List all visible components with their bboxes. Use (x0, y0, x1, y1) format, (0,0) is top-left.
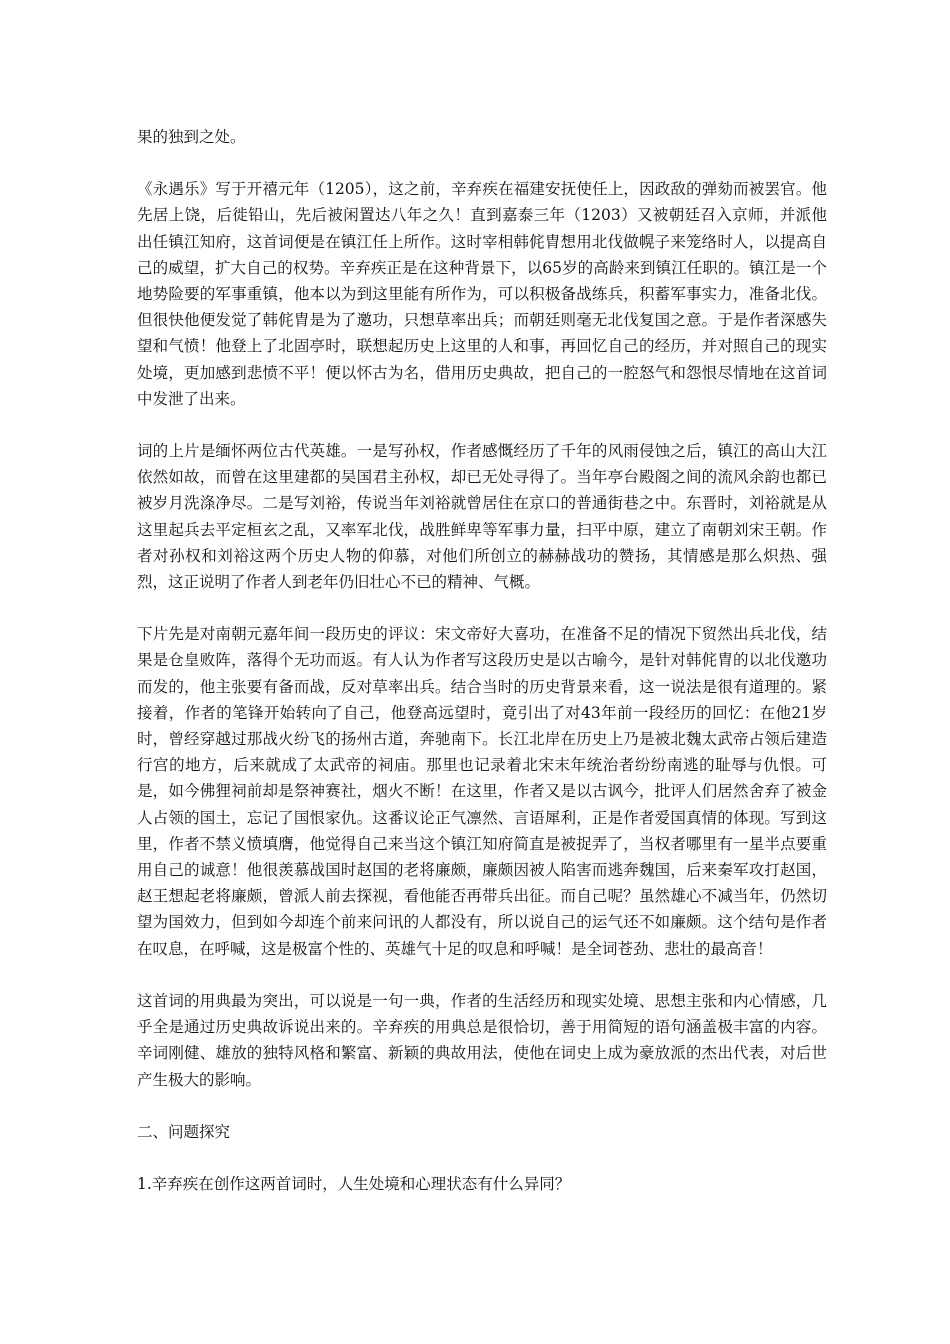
document-body (137, 124, 827, 1197)
section-heading: 二、问题探究 (137, 1122, 231, 1141)
paragraph-background: 《永遇乐》写于开禧元年（1205），这之前，辛弃疾在福建安抚使任上，因政敌的弹劾而被罢官。他先居上饶，后徙铅山，先后被闲置达八年之久！直到嘉泰三年（1203）又被朝廷召入京师，并派他出任镇江知府，这首词便是在镇江任上所作。这时宰相韩侂胄想用北伐做幌子来笼络时人，以提高自己的威望，扩大自己的权势。辛弃疾正是在这种背景下，以65岁的高龄来到镇江任职的。镇江是一个地势险要的军事重镇，他本以为到这里能有所作为，可以积极备战练兵，积蓄军事实力，准备北伐。但很快他便发觉了韩侂胄是为了邀功，只想草率出兵；而朝廷则毫无北伐复国之意。于是作者深感失望和气愤！他登上了北固亭时，联想起历史上这里的人和事，再回忆自己的经历，并对照自己的现实处境，更加感到悲愤不平！便以怀古为名，借用历史典故，把自己的一腔怒气和怨恨尽情地在这首词中发泄了出来。 (137, 180, 827, 408)
paragraph-first-stanza: 词的上片是缅怀两位古代英雄。一是写孙权，作者感慨经历了千年的风雨侵蚀之后，镇江的高山大江依然如故，而曾在这里建都的吴国君主孙权，却已无处寻得了。当年亭台殿阁之间的流风余韵也都已被岁月洗涤净尽。二是写刘裕，传说当年刘裕就曾居住在京口的普通街巷之中。东晋时，刘裕就是从这里起兵去平定桓玄之乱，又率军北伐，战胜鲜卑等军事力量，扫平中原，建立了南朝刘宋王朝。作者对孙权和刘裕这两个历史人物的仰慕，对他们所创立的赫赫战功的赞扬，其情感是那么炽热、强烈，这正说明了作者人到老年仍旧壮心不已的精神、气概。 (137, 442, 827, 592)
paragraph-continuation: 果的独到之处。 (137, 128, 246, 146)
paragraph-second-stanza: 下片先是对南朝元嘉年间一段历史的评议：宋文帝好大喜功，在准备不足的情况下贸然出兵北伐，结果是仓皇败阵，落得个无功而返。有人认为作者写这段历史是以古喻今，是针对韩侂胄的以北伐邀功而发的，他主张要有备而战，反对草率出兵。结合当时的历史背景来看，这一说法是很有道理的。紧接着，作者的笔锋开始转向了自己，他登高远望时，竟引出了对43年前一段经历的回忆：在他21岁时，曾经穿越过那战火纷飞的扬州古道，奔驰南下。长江北岸在历史上乃是被北魏太武帝占领后建造行宫的地方，后来就成了太武帝的祠庙。那里也记录着北宋末年统治者纷纷南逃的耻辱与仇恨。可是，如今佛狸祠前却是祭神赛社，烟火不断！在这里，作者又是以古讽今，批评人们居然舍弃了被金人占领的国土，忘记了国恨家仇。这番议论正气凛然、言语犀利，正是作者爱国真情的体现。写到这里，作者不禁义愤填膺，他觉得自己来当这个镇江知府简直是被捉弄了，当权者哪里有一星半点要重用自己的诚意！他很羡慕战国时赵国的老将廉颇，廉颇因被人陷害而逃奔魏国，后来秦军攻打赵国，赵王想起老将廉颇，曾派人前去探视，看他能否再带兵出征。而自己呢？虽然雄心不减当年，仍然切望为国效力，但到如今却连个前来问讯的人都没有，所以说自己的运气还不如廉颇。这个结句是作者在叹息，在呼喊，这是极富个性的、英雄气十足的叹息和呼喊！是全词苍劲、悲壮的最高音！ (137, 625, 827, 958)
question-item: 1.辛弃疾在创作这两首词时，人生处境和心理状态有什么异同？ (137, 1174, 571, 1193)
paragraph-allusions: 这首词的用典最为突出，可以说是一句一典，作者的生活经历和现实处境、思想主张和内心情感，几乎全是通过历史典故诉说出来的。辛弃疾的用典总是很恰切，善于用简短的语句涵盖极丰富的内容。辛词刚健、雄放的独特风格和繁富、新颖的典故用法，使他在词史上成为豪放派的杰出代表，对后世产生极大的影响。 (137, 991, 827, 1089)
